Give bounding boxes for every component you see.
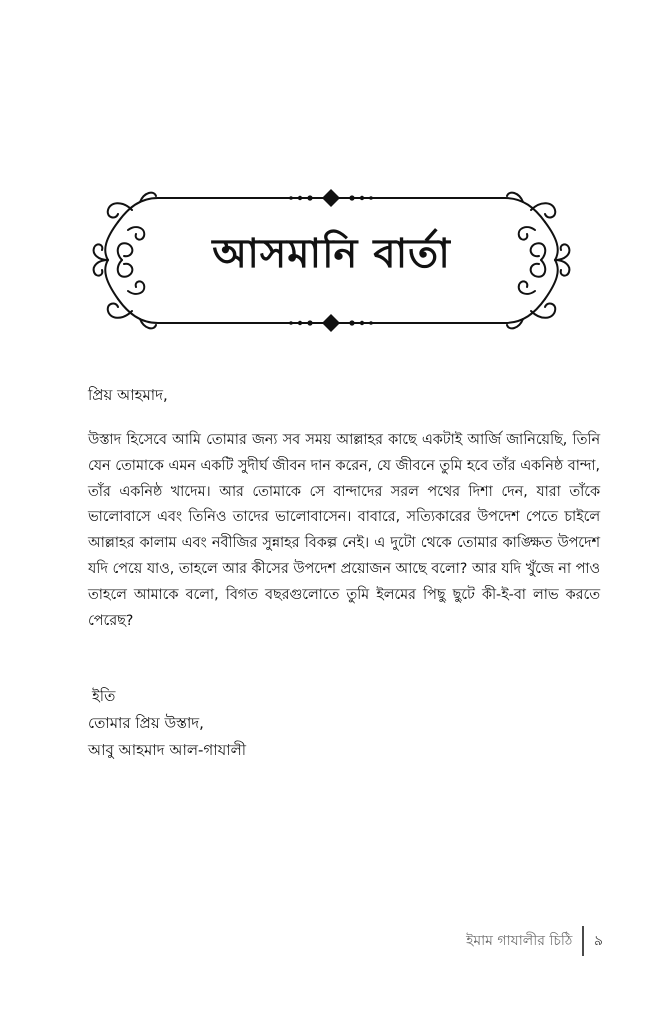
letter-salutation: প্রিয় আহমাদ,: [88, 386, 168, 404]
closing-relation: তোমার প্রিয় উস্তাদ,: [88, 714, 204, 732]
closing-word: ইতি: [92, 687, 116, 705]
bottom-diamond-ornament: [289, 314, 373, 332]
running-book-title: ইমাম গাযালীর চিঠি: [466, 933, 573, 949]
page-footer: [466, 926, 603, 956]
letter-body: উস্তাদ হিসেবে আমি তোমার জন্য সব সময় আল্লাহর কাছে একটাই আর্জি জানিয়েছি, তিনি যেন তোমাকে এমন একটি সুদীর্ঘ জীবন দান করেন, যে জীবনে তুমি হবে তাঁর একনিষ্ঠ বান্দা, তাঁর একনিষ্ঠ খাদেম। আর তোমাকে সে বান্দাদের সরল পথের দিশা দেন, যারা তাঁকে ভালোবাসে এবং তিনিও তাদের ভালোবাসেন। বাবারে, সত্যিকারের উপদেশ পেতে চাইলে আল্লাহর কালাম এবং নবীজির সুন্নাহর বিকল্প নেই। এ দুটো থেকে তোমার কাঙ্ক্ষিত উপদেশ যদি পেয়ে যাও, তাহলে আর কীসের উপদেশ প্রয়োজন আছে বলো? আর যদি খুঁজে না পাও তাহলে আমাকে বলো, বিগত বছরগুলোতে তুমি ইলমের পিছু ছুটে কী-ই-বা লাভ করতে পেরেছ?: [88, 432, 600, 629]
letter-signoff: [88, 683, 246, 764]
footer-divider: [582, 926, 584, 956]
page-number: ৯: [593, 933, 603, 949]
top-diamond-ornament: [289, 189, 373, 207]
chapter-title: আসমানি বার্তা: [212, 230, 451, 277]
signature-name: আবু আহমাদ আল-গাযালী: [88, 741, 247, 759]
